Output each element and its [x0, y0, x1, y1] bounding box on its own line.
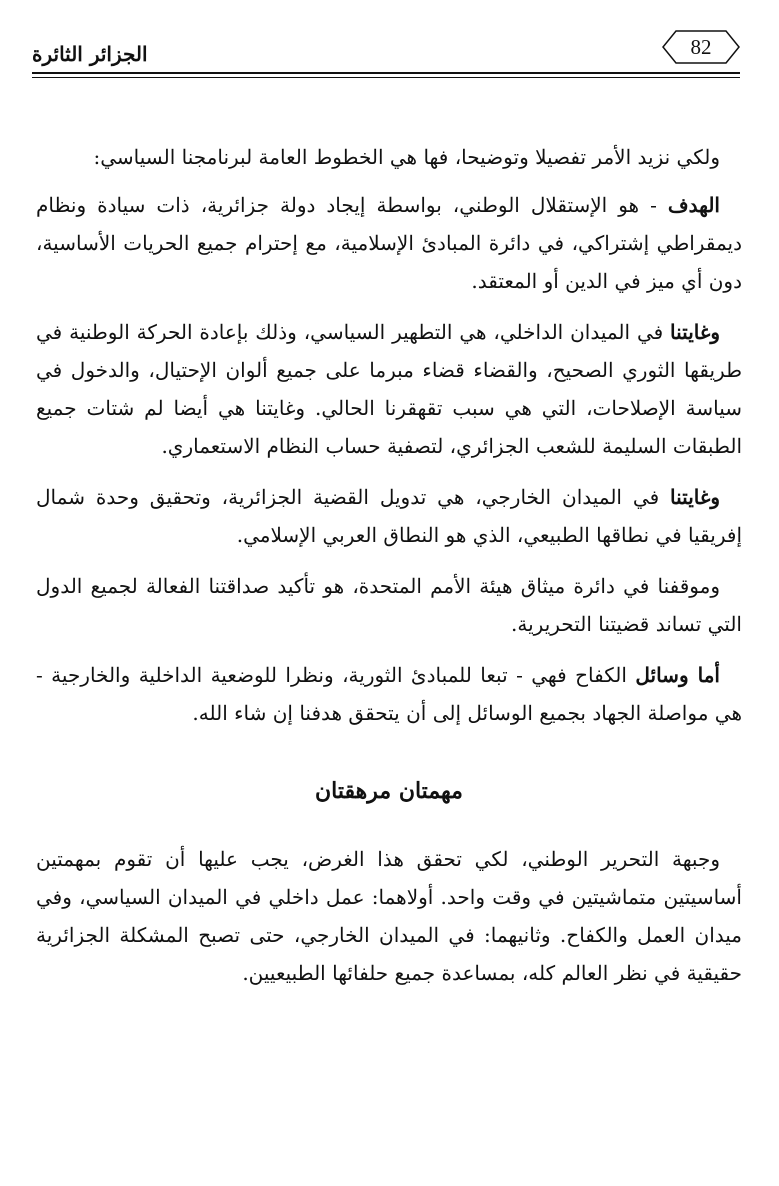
section-paragraph: وجبهة التحرير الوطني، لكي تحقق هذا الغرض، يجب عليها أن تقوم بمهمتين أساسيتين متماشيتين في وقت واحد. أولاهما: عمل داخلي في الميدان السياسي، وفي ميدان العمل والكفاح. وثانيهما: في الميدان الخارجي، حتى تصبح المشكلة الجزائرية حقيقية في نظر العالم كله، بمساعدة جميع حلفائها الطبيعيين. — [36, 847, 742, 985]
paragraph-lead: وغايتنا — [670, 485, 720, 509]
paragraph-text: الكفاح فهي - تبعا للمبادئ الثورية، ونظرا للوضعية الداخلية والخارجية - هي مواصلة الجهاد بجميع الوسائل إلى أن يتحقق هدفنا إن شاء الله. — [36, 663, 742, 725]
paragraph-internal-aim — [36, 313, 742, 465]
paragraph-external-aim — [36, 478, 742, 554]
paragraph-un-position — [36, 567, 742, 643]
paragraph-lead: الهدف — [667, 193, 720, 217]
paragraph-lead: وغايتنا — [670, 320, 720, 344]
paragraph-goal — [36, 186, 742, 300]
paragraph-text: ولكي نزيد الأمر تفصيلا وتوضيحا، فها هي الخطوط العامة لبرنامجنا السياسي: — [93, 145, 720, 169]
page-number: 82 — [690, 35, 712, 59]
paragraph-text: في الميدان الداخلي، هي التطهير السياسي، وذلك بإعادة الحركة الوطنية في طريقها الثوري الصحيح، والقضاء قضاء مبرما على جميع ألوان الإحتيال، والدخول في سياسة الإصلاحات، التي هي سبب تقهقرنا الحالي. وغايتنا هي أيضا لم شتات جميع الطبقات السليمة للشعب الجزائري، لتصفية حساب النظام الاستعماري. — [36, 320, 742, 458]
paragraph-text: - هو الإستقلال الوطني، بواسطة إيجاد دولة جزائرية، ذات سيادة ونظام ديمقراطي إشتراكي، في دائرة المبادئ الإسلامية، مع إحترام جميع الحريات الأساسية، دون أي ميز في الدين أو المعتقد. — [36, 193, 742, 293]
header-rule-thin — [32, 77, 740, 78]
page-number-badge — [662, 30, 740, 64]
paragraph-intro — [36, 138, 742, 176]
paragraph-text: وموقفنا في دائرة ميثاق هيئة الأمم المتحدة، هو تأكيد صداقتنا الفعالة لجميع الدول التي تساند قضيتنا التحريرية. — [36, 574, 742, 636]
running-title: الجزائر الثائرة — [32, 42, 148, 66]
paragraph-text: في الميدان الخارجي، هي تدويل القضية الجزائرية، وتحقيق وحدة شمال إفريقيا في نطاقها الطبيعي، الذي هو النطاق العربي الإسلامي. — [36, 485, 742, 547]
paragraph-lead: أما وسائل — [635, 663, 720, 687]
paragraph-means — [36, 656, 742, 732]
page-body — [36, 138, 742, 1005]
page-header — [32, 28, 740, 74]
header-rule-thick — [32, 72, 740, 74]
section-heading: مهمتان مرهقتان — [315, 778, 463, 804]
